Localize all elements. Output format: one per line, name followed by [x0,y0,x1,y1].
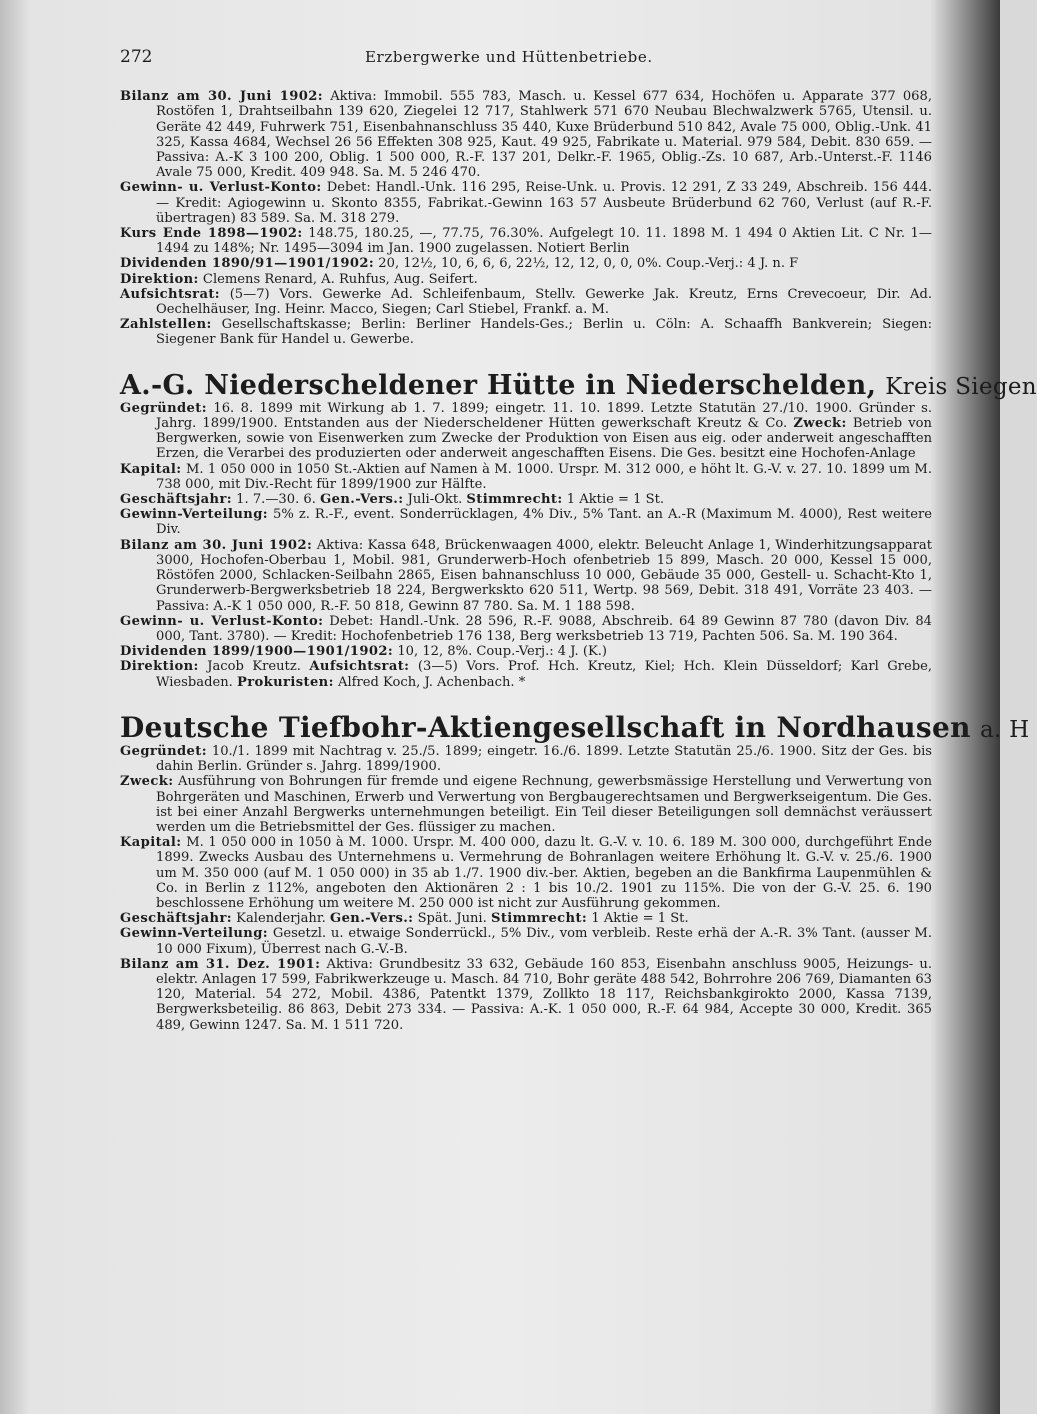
field-text: Debet: Handl.-Unk. 116 295, Reise-Unk. u. Provis. 12 291, Z 33 249, Abschreib. 156 444. — Kredit: Agiogewinn u. Skonto 8355, Fabrikat.-Gewinn 163 57 Ausbeute Brüderbund 62 760, Verlust (auf R.-F. übertragen) 83 589. Sa. M. 318 279. [156,180,932,226]
paragraph [120,774,932,835]
company-location: Kreis Siegen [885,373,1037,400]
field-label: Bilanz am 30. Juni 1902: [120,89,323,105]
paragraph [120,226,932,256]
paragraph [120,272,932,287]
field-label: Geschäftsjahr: [120,911,232,927]
company-heading [120,710,1030,744]
field-text: Alfred Koch, J. Achenbach. * [338,674,526,690]
field-label: Aufsichtsrat: [120,286,221,302]
paragraph [120,492,932,507]
field-text: 20, 12½, 10, 6, 6, 6, 22½, 12, 12, 0, 0, 0%. Coup.-Verj.: 4 J. n. F [378,256,799,272]
paragraph [120,180,932,226]
paragraph [120,659,932,689]
company-title: A.-G. Niederscheldener Hütte in Niederschelden, [120,369,877,401]
field-text: Ausführung von Bohrungen für fremde und eigene Rechnung, gewerbsmässige Herstellung und Verwertung von Bohrgeräten und Maschinen, Erwerb und Verwertung von Bergbaugerechtsamen und Bergwerkseigentum. Die Ges. ist bei einer Anzahl Bergwerks unternehmungen beteiligt. Ein Teil dieser Beteiligungen soll demnächst veräussert werden um die Betriebsmittel der Ges. flüssiger zu machen. [156,774,933,835]
field-label: Zweck: [793,416,847,432]
field-text: 1 Aktie = 1 St. [591,911,689,927]
paragraph [120,256,932,271]
field-text: Juli-Okt. [407,492,463,508]
field-label: Kapital: [120,461,182,477]
field-text: Clemens Renard, A. Ruhfus, Aug. Seifert. [202,271,478,287]
page-header [120,47,932,67]
field-text: Jacob Kreutz. [207,659,301,675]
field-label: Aufsichtsrat: [309,659,410,675]
field-text: Gesellschaftskasse; Berlin: Berliner Handels-Ges.; Berlin u. Cöln: A. Schaaffh Bankverein; Siegen: Siegener Bank für Handel u. Gewerbe. [156,317,932,348]
field-text: M. 1 050 000 in 1050 à M. 1000. Urspr. M. 400 000, dazu lt. G.-V. v. 10. 6. 189 M. 300 000, durchgeführt Ende 1899. Zwecks Ausbau des Unternehmens u. Vermehrung de Bohranlagen weitere Erhöhung lt. G.-V. v. 25./6. 1900 um M. 350 000 (auf M. 1 050 000) in 35 ab 1./7. 1900 div.-ber. Aktien, begeben an die Bankfirma Laupenmühlen & Co. in Berlin z 112%, angeboten den Aktionären 2 : 1 bis 10./2. 1901 zu 115%. Die von der G.-V. 25. 6. 190 beschlossene Erhöhung um weitere M. 250 000 ist nicht zur Ausführung gekommen. [156,835,932,911]
field-text: Spät. Juni. [417,911,487,927]
field-label: Zahlstellen: [120,317,212,333]
field-text: Aktiva: Immobil. 555 783, Masch. u. Kessel 677 634, Hochöfen u. Apparate 377 068, Rostöfen 1, Drahtseilbahn 139 620, Ziegelei 12 717, Stahlwerk 571 670 Neubau Blechwalzwerk 5765, Utensil. u. Geräte 42 449, Fuhrwerk 751, Eisenbahnanschluss 35 440, Kuxe Brüderbund 510 842, Avale 75 000, Oblig.-Unk. 41 325, Kassa 4684, Wechsel 26 56 Effekten 308 925, Kaut. 49 925, Fabrikate u. Material. 979 584, Debit. 830 659. — Passiva: A.-K 3 100 200, Oblig. 1 500 000, R.-F. 137 201, Delkr.-F. 1965, Oblig.-Zs. 10 687, Arb.-Unterst.-F. 1146 Avale 75 000, Kredit. 409 948. Sa. M. 5 246 470. [156,89,932,181]
field-text: Aktiva: Grundbesitz 33 632, Gebäude 160 853, Eisenbahn anschluss 9005, Heizungs- u. elektr. Anlagen 17 599, Fabrikwerkzeuge u. Masch. 84 710, Bohr geräte 488 542, Bohrrohre 206 769, Diamanten 63 120, Material. 54 272, Mobil. 4386, Patentkt 1379, Zollkto 18 117, Reichsbankgirokto 2000, Kassa 7139, Bergwerksbeteilig. 86 863, Debit 273 334. — Passiva: A.-K. 1 050 000, R.-F. 64 984, Accepte 30 000, Kredit. 365 489, Gewinn 1247. Sa. M. 1 511 720. [156,956,933,1033]
field-text: Gesetzl. u. etwaige Sonderrückl., 5% Div., vom verbleib. Reste erhä der A.-R. 3% Tant. (ausser M. 10 000 Fixum), Überrest nach G.-V.-B. [156,926,932,957]
paragraph [120,926,932,956]
field-label: Gen.-Vers.: [320,492,404,508]
field-label: Geschäftsjahr: [120,492,232,508]
previous-entry [120,89,932,347]
field-label: Kurs Ende 1898—1902: [120,226,303,242]
paragraph [120,401,932,462]
field-label: Gewinn- u. Verlust-Konto: [120,613,324,629]
field-label: Gegründet: [120,400,207,416]
field-text: Betrieb von Bergwerken, sowie von Eisenwerken zum Zwecke der Produktion von Eisen aus eig. oder anderweit angeschafften Erzen, die Verarbei des produzierten oder anderweit angeschafften Eisens. Die Ges. besitzt eine Hochofen-Anlage [156,416,932,462]
field-text: 1. 7.—30. 6. [236,492,316,508]
field-label: Gewinn-Verteilung: [120,507,269,523]
company-heading [120,369,1037,401]
field-text: (5—7) Vors. Gewerke Ad. Schleifenbaum, Stellv. Gewerke Jak. Kreutz, Erns Crevecoeur, Dir. Ad. Oechelhäuser, Ing. Heinr. Macco, Siegen; Carl Stiebel, Frankf. a. M. [156,286,932,318]
field-text: 1 Aktie = 1 St. [566,492,665,508]
field-text: (3—5) Vors. Prof. Hch. Kreutz, Kiel; Hch. Klein Düsseldorf; Karl Grebe, Wiesbaden. [156,659,932,690]
paragraph [120,507,932,537]
paragraph [120,644,932,659]
company-entry-niederscheldener [120,369,1037,690]
field-text: Aktiva: Kassa 648, Brückenwaagen 4000, elektr. Beleucht Anlage 1, Winderhitzungsapparat 3000, Hochofen-Oberbau 1, Mobil. 981, Grunderwerb-Hoch ofenbetrieb 15 899, Masch. 20 000, Kessel 15 000, Röstöfen 2000, Schlacken-Seilbahn 2865, Eisen bahnanschluss 10 000, Gebäude 35 000, Gestell- u. Schacht-Kto 1, Grunderwerb-Bergwerksbetrieb 18 224, Bergwerkskto 620 511, Wertp. 98 569, Debit. 318 491, Vorräte 23 403. — Passiva: A.-K 1 050 000, R.-F. 50 818, Gewinn 87 780. Sa. M. 1 188 598. [156,537,932,614]
field-text: 16. 8. 1899 mit Wirkung ab 1. 7. 1899; eingetr. 11. 10. 1899. Letzte Statutän 27./10. 1900. Gründer s. Jahrg. 1899/1900. Entstanden aus der Niederscheldener Hütten gewerkschaft Kreutz & Co. [156,400,932,432]
field-label: Prokuristen: [236,674,334,690]
paragraph [120,957,932,1033]
text-column [120,47,1037,1063]
field-text: M. 1 050 000 in 1050 St.-Aktien auf Namen à M. 1000. Urspr. M. 312 000, e höht lt. G.-V. v. 27. 10. 1899 um M. 738 000, mit Div.-Recht für 1899/1900 zur Hälfte. [156,461,932,492]
field-text: 5% z. R.-F., event. Sonderrücklagen, 4% Div., 5% Tant. an A.-R (Maximum M. 4000), Rest weitere Div. [156,507,932,538]
page-number: 272 [120,47,153,67]
paragraph [120,287,932,317]
paragraph [120,89,932,180]
field-label: Gegründet: [120,743,207,759]
field-label: Stimmrecht: [490,911,588,927]
field-label: Gewinn-Verteilung: [120,926,269,942]
company-entry-tiefbohr [120,710,1030,1033]
field-text: 10./1. 1899 mit Nachtrag v. 25./5. 1899; eingetr. 16./6. 1899. Letzte Statutän 25./6. 1900. Sitz der Ges. bis dahin Berlin. Gründer s. Jahrg. 1899/1900. [156,743,933,775]
field-label: Kapital: [120,835,182,851]
field-text: Debet: Handl.-Unk. 28 596, R.-F. 9088, Abschreib. 64 89 Gewinn 87 780 (davon Div. 84 000, Tant. 3780). — Kredit: Hochofenbetrieb 176 138, Berg werksbetrieb 13 719, Pachten 506. Sa. M. 190 364. [156,613,932,644]
paragraph [120,744,932,774]
running-title: Erzbergwerke und Hüttenbetriebe. [365,48,653,66]
paragraph [120,911,932,926]
field-label: Zweck: [120,774,174,790]
field-label: Bilanz am 30. Juni 1902: [120,537,313,553]
field-text: 148.75, 180.25, —, 77.75, 76.30%. Aufgelegt 10. 11. 1898 M. 1 494 0 Aktien Lit. C Nr. 1—1494 zu 148%; Nr. 1495—3094 im Jan. 1900 zugelassen. Notiert Berlin [156,226,932,257]
paragraph [120,614,932,644]
company-title: Deutsche Tiefbohr-Aktiengesellschaft in Nordhausen [120,710,971,744]
field-label: Stimmrecht: [466,492,563,508]
field-text: Kalenderjahr. [236,911,326,927]
field-label: Gen.-Vers.: [329,911,414,927]
field-label: Gewinn- u. Verlust-Konto: [120,180,322,196]
field-label: Direktion: [120,659,199,675]
company-location: a. H [979,716,1030,743]
paragraph [120,538,932,614]
paragraph [120,835,932,911]
paragraph [120,462,932,492]
field-label: Dividenden 1899/1900—1901/1902: [120,644,394,660]
field-label: Dividenden 1890/91—1901/1902: [120,256,375,272]
paragraph [120,317,932,347]
field-label: Direktion: [120,271,199,287]
field-text: 10, 12, 8%. Coup.-Verj.: 4 J. (K.) [397,644,608,660]
field-label: Bilanz am 31. Dez. 1901: [120,956,321,972]
